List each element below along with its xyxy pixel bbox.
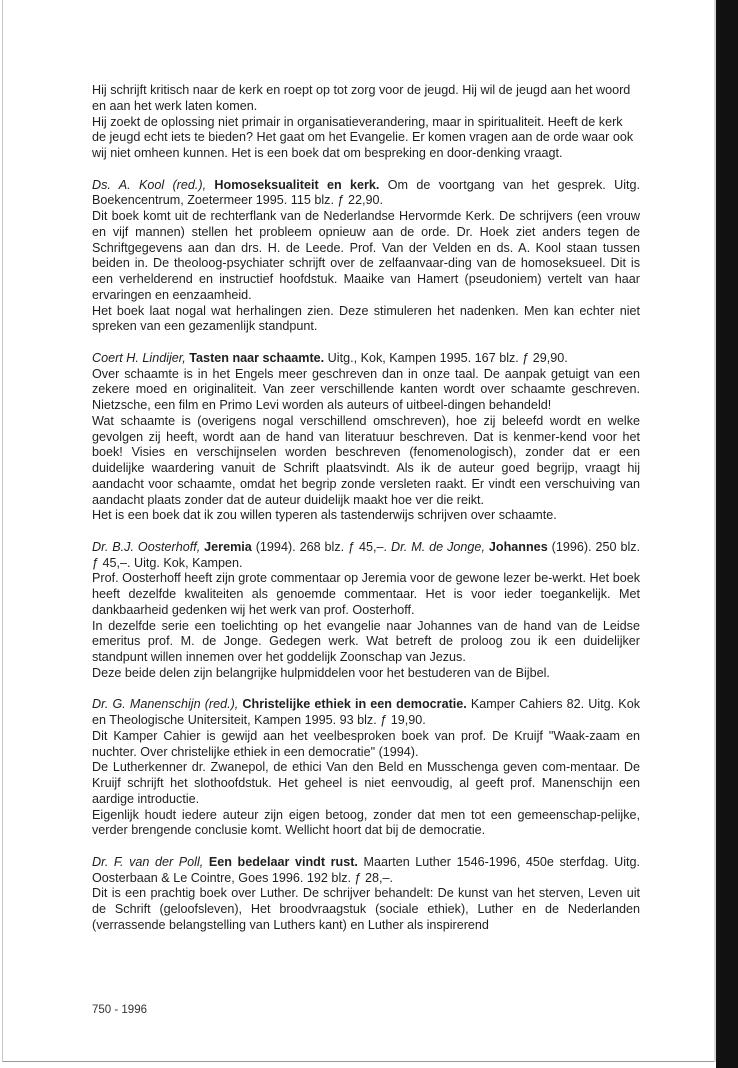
- review-title-second: Johannes: [488, 539, 548, 554]
- review-paragraph: De Lutherkenner dr. Zwanepol, de ethici Van den Beld en Musschenga geven com-mentaar. De Kruijf schrijft het slothoofdstuk. Het geheel is niet eenvoudig, al geeft prof. Manenschijn een aardige introductie.: [92, 760, 640, 806]
- review-paragraph: Hij zoekt de oplossing niet primair in organisatieverandering, maar in spiritualiteit. Heeft de kerk de jeugd echt iets te bieden? Het gaat om het Evangelie. Er komen vragen aan de orde waar ook wij niet omheen kunnen. Het is een boek dat om bespreking en door-denking vraagt.: [92, 114, 634, 160]
- review-continuation: [92, 83, 640, 162]
- review-paragraph: Deze beide delen zijn belangrijke hulpmiddelen voor het bestuderen van de Bijbel.: [92, 665, 550, 680]
- review-heading: [92, 697, 640, 729]
- review-author: Coert H. Lindijer,: [92, 350, 186, 365]
- review-christelijke-ethiek: [92, 697, 640, 839]
- review-paragraph: Dit boek komt uit de rechterflank van de Nederlandse Hervormde Kerk. De schrijvers (een vrouw en vijf mannen) stellen het probleem opnieuw aan de orde. Dr. Hoek ziet anders tegen de Schriftgegevens aan dan drs. H. de Leede. Prof. Van der Velden en ds. A. Kool staan tussen beiden in. De theoloog-psychiater schrijft over de zelfaanvaar-ding van de homoseksueel. Dit is een verhelderend en instructief hoofdstuk. Maaike van Hamert (pseudoniem) vertelt van haar ervaringen en eenzaamheid.: [92, 209, 640, 302]
- review-bedelaar: [92, 855, 640, 934]
- review-jeremia-johannes: [92, 540, 640, 682]
- review-bibliography: Om de voortgang van het gesprek. Uitg. Boekencentrum, Zoetermeer 1995. 115 blz. ƒ 22,90.: [92, 177, 641, 208]
- page-footer: 750 - 1996: [92, 1004, 147, 1016]
- review-author: Ds. A. Kool (red.),: [92, 177, 207, 192]
- review-title: Een bedelaar vindt rust.: [208, 854, 358, 869]
- review-paragraph: Hij schrijft kritisch naar de kerk en roept op tot zorg voor de jeugd. Hij wil de jeugd aan het woord en aan het werk laten komen.: [92, 83, 631, 113]
- review-heading: [92, 178, 640, 210]
- scan-edge: [716, 0, 738, 1068]
- review-homoseksualiteit: [92, 178, 640, 336]
- review-paragraph: Wat schaamte is (overigens nogal verschillend omschreven), hoe zij beleefd wordt en welke gevolgen zij heeft, wordt aan de hand van literatuur beschreven. Dat is kenmer-kend voor het boek! Visies en verschijnselen worden beschreven (fenomenologisch), zonder dat er een duidelijke waardering vanuit de Schrift plaatsvindt. Als ik de auteur goed begrijp, vraagt hij aandacht voor schaamte, omdat het begrip zonde versleten raakt. Er vindt een verschuiving van aandacht plaats zonder dat de auteur duidelijk maakt hoe ver die reikt.: [92, 413, 640, 507]
- review-bibliography-second: (1996). 250 blz. ƒ 45,–. Uitg. Kok, Kampen.: [92, 539, 641, 570]
- review-paragraph: Prof. Oosterhoff heeft zijn grote commentaar op Jeremia voor de gewone lezer be-werkt. Het boek heeft dezelfde kwaliteiten als genoemde commentaar. Het is voor ieder toegankelijk. Met dankbaarheid gedenken wij het werk van prof. Oosterhoff.: [92, 571, 640, 617]
- review-title: Tasten naar schaamte.: [189, 350, 325, 365]
- review-paragraph: Dit is een prachtig boek over Luther. De schrijver behandelt: De kunst van het sterven, Leven uit de Schrift (geloofsleven), Het broodvraagstuk (sociale ethiek), Luther en de Nederlanden (verrassende belangstelling van Luthers kant) en Luther als inspirerend: [92, 886, 640, 932]
- review-author: Dr. B.J. Oosterhoff,: [92, 539, 201, 554]
- review-author: Dr. G. Manenschijn (red.),: [92, 697, 239, 712]
- review-paragraph: In dezelfde serie een toelichting op het evangelie naar Johannes van de hand van de Leidse emeritus prof. M. de Jonge. Gedegen werk. Wat betreft de proloog zou ik een duidelijker standpunt willen innemen over het goddelijk Zoonschap van Jezus.: [92, 618, 640, 664]
- review-author: Dr. F. van der Poll,: [92, 854, 204, 869]
- review-paragraph: Dit Kamper Cahier is gewijd aan het veelbesproken boek van prof. De Kruijf "Waak-zaam en nuchter. Over christelijke ethiek in een democratie" (1994).: [92, 728, 640, 759]
- review-paragraph: Over schaamte is in het Engels meer geschreven dan in onze taal. De aanpak getuigt van een zekere moed en originaliteit. Van zeer verschillende kanten wordt over schaamte geschreven. Nietzsche, een film en Primo Levi worden als auteurs of uitbeel-dingen behandeld!: [92, 366, 640, 412]
- review-bibliography: Kamper Cahiers 82. Uitg. Kok en Theologische Unitersiteit, Kampen 1995. 93 blz. ƒ 19,90.: [92, 697, 640, 727]
- review-bibliography: Uitg., Kok, Kampen 1995. 167 blz. ƒ 29,90.: [327, 350, 568, 365]
- review-heading: [92, 855, 640, 887]
- page-content: [92, 83, 640, 949]
- review-author-second: Dr. M. de Jonge,: [390, 539, 485, 554]
- review-bibliography: Maarten Luther 1546-1996, 450e sterfdag. Uitg. Oosterbaan & Le Cointre, Goes 1996. 192 blz. ƒ 28,–.: [92, 854, 641, 885]
- review-title: Christelijke ethiek in een democratie.: [242, 697, 467, 712]
- review-heading: [92, 351, 640, 367]
- review-title: Homoseksualiteit en kerk.: [214, 177, 380, 192]
- review-schaamte: [92, 351, 640, 524]
- review-paragraph: Eigenlijk houdt iedere auteur zijn eigen betoog, zonder dat men tot een gemeenschap-pelijke, verder brengende conclusie komt. Wellicht hoort dat bij de democratie.: [92, 807, 640, 838]
- review-bibliography: (1994). 268 blz. ƒ 45,–.: [255, 539, 388, 554]
- review-heading: [92, 540, 640, 572]
- review-title: Jeremia: [204, 539, 252, 554]
- review-paragraph: Het is een boek dat ik zou willen typeren als tastenderwijs schrijven over schaamte.: [92, 508, 557, 523]
- review-paragraph: Het boek laat nogal wat herhalingen zien. Deze stimuleren het nadenken. Men kan echter niet spreken van een gezamenlijk standpunt.: [92, 303, 640, 334]
